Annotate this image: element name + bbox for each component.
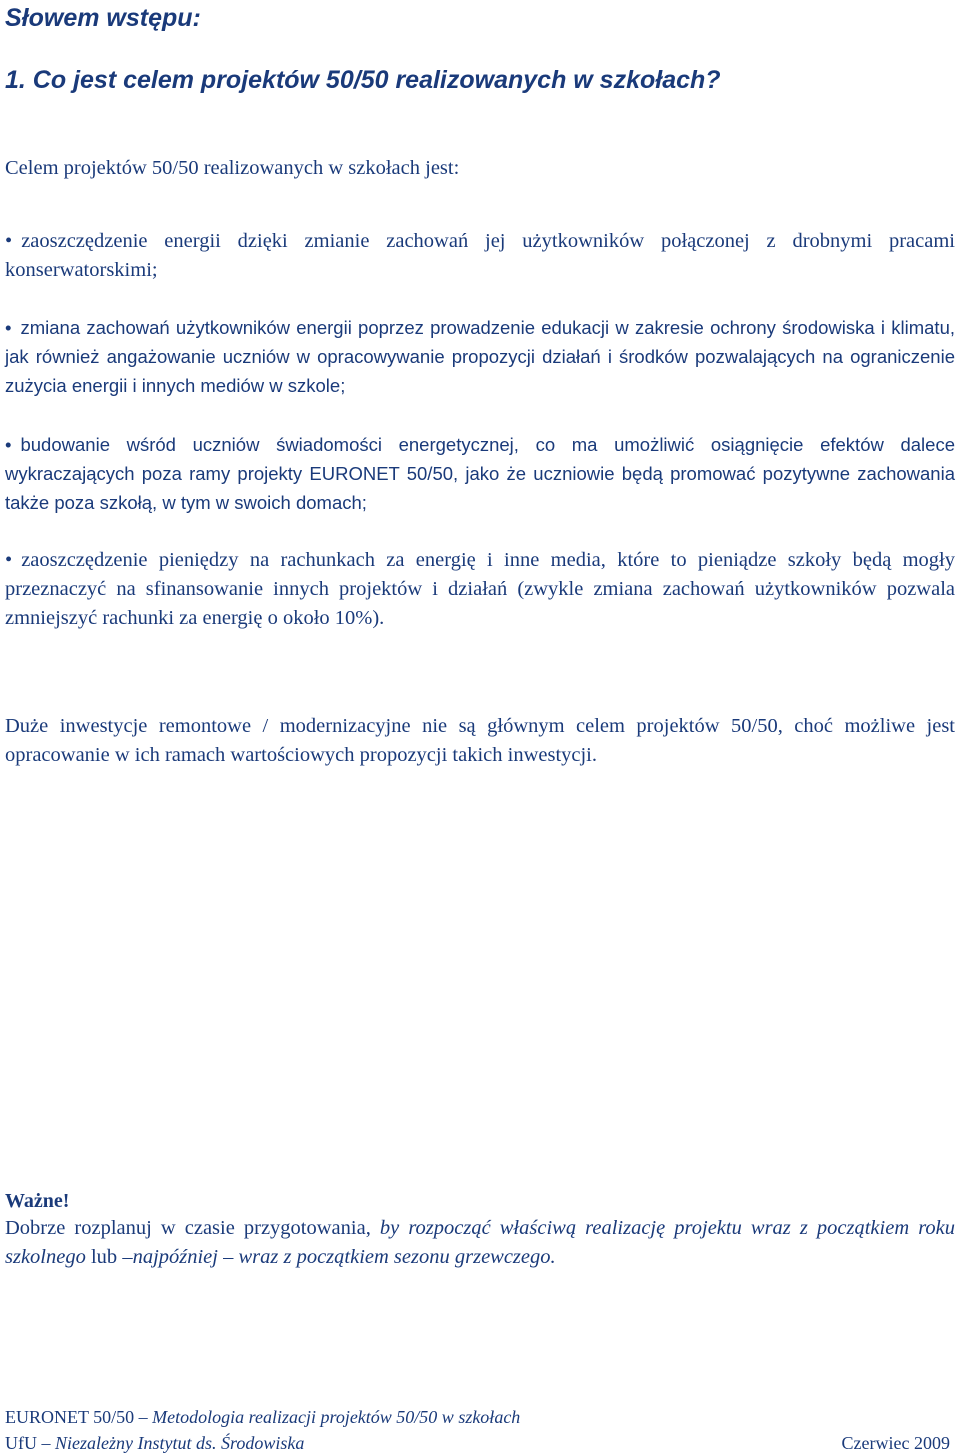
goal-item-text: zaoszczędzenie energii dzięki zmianie zachowań jej użytkowników połączonej z drobnymi pracami konserwatorskimi;	[5, 230, 955, 281]
section-question: 1. Co jest celem projektów 50/50 realizowanych w szkołach?	[5, 66, 721, 94]
goal-item-3	[5, 430, 955, 517]
footer-date: Czerwiec 2009	[841, 1433, 950, 1453]
footer-line-project	[5, 1404, 955, 1430]
important-text-part: lub	[85, 1246, 123, 1268]
footer-document-title: Metodologia realizacji projektów 50/50 w szkołach	[152, 1407, 521, 1427]
footer	[5, 1404, 955, 1456]
important-text-part: by rozpocząć właściwą realizację projektu wraz z początkiem roku szkolnego	[5, 1217, 956, 1268]
goal-item-2	[5, 313, 955, 400]
important-text-part: –najpóźniej – wraz z początkiem sezonu grzewczego.	[122, 1246, 556, 1268]
important-title: Ważne!	[5, 1190, 70, 1212]
goal-item-text: budowanie wśród uczniów świadomości energetycznej, co ma umożliwić osiągnięcie efektów dalece wykraczających poza ramy projekty EURONET 50/50, jako że uczniowie będą promować pozytywne zachowania także poza szkołą, w tym w swoich domach;	[5, 434, 955, 513]
important-text	[5, 1214, 955, 1272]
bullet-icon: •	[5, 549, 13, 571]
bullet-icon: •	[5, 317, 12, 338]
goals-lead: Celem projektów 50/50 realizowanych w szkołach jest:	[5, 157, 460, 179]
footer-line-institute	[5, 1430, 955, 1456]
footer-project-name: EURONET 50/50 –	[5, 1407, 153, 1427]
goal-item-1	[5, 227, 955, 285]
important-box	[5, 1188, 955, 1272]
section-title: Słowem wstępu:	[5, 4, 201, 32]
goal-item-text: zaoszczędzenie pieniędzy na rachunkach za energię i inne media, które to pieniądze szkoły będą mogły przeznaczyć na sfinansowanie innych projektów i działań (zwykle zmiana zachowań użytkowników pozwala zmniejszyć rachunki za energię o około 10%).	[5, 549, 955, 629]
investments-note: Duże inwestycje remontowe / modernizacyjne nie są głównym celem projektów 50/50, choć możliwe jest opracowanie w ich ramach wartościowych propozycji takich inwestycji.	[5, 715, 955, 766]
footer-institute-name: Niezależny Instytut ds. Środowiska	[55, 1433, 305, 1453]
bullet-icon: •	[5, 230, 13, 252]
bullet-icon: •	[5, 434, 12, 455]
footer-institute-abbr: UfU –	[5, 1433, 55, 1453]
goal-item-text: zmiana zachowań użytkowników energii poprzez prowadzenie edukacji w zakresie ochrony środowiska i klimatu, jak również angażowanie uczniów w opracowywanie propozycji działań i środków pozwalających na ograniczenie zużycia energii i innych mediów w szkole;	[5, 317, 955, 396]
goal-item-4	[5, 546, 955, 633]
important-text-part: Dobrze rozplanuj w czasie przygotowania,	[5, 1217, 380, 1239]
